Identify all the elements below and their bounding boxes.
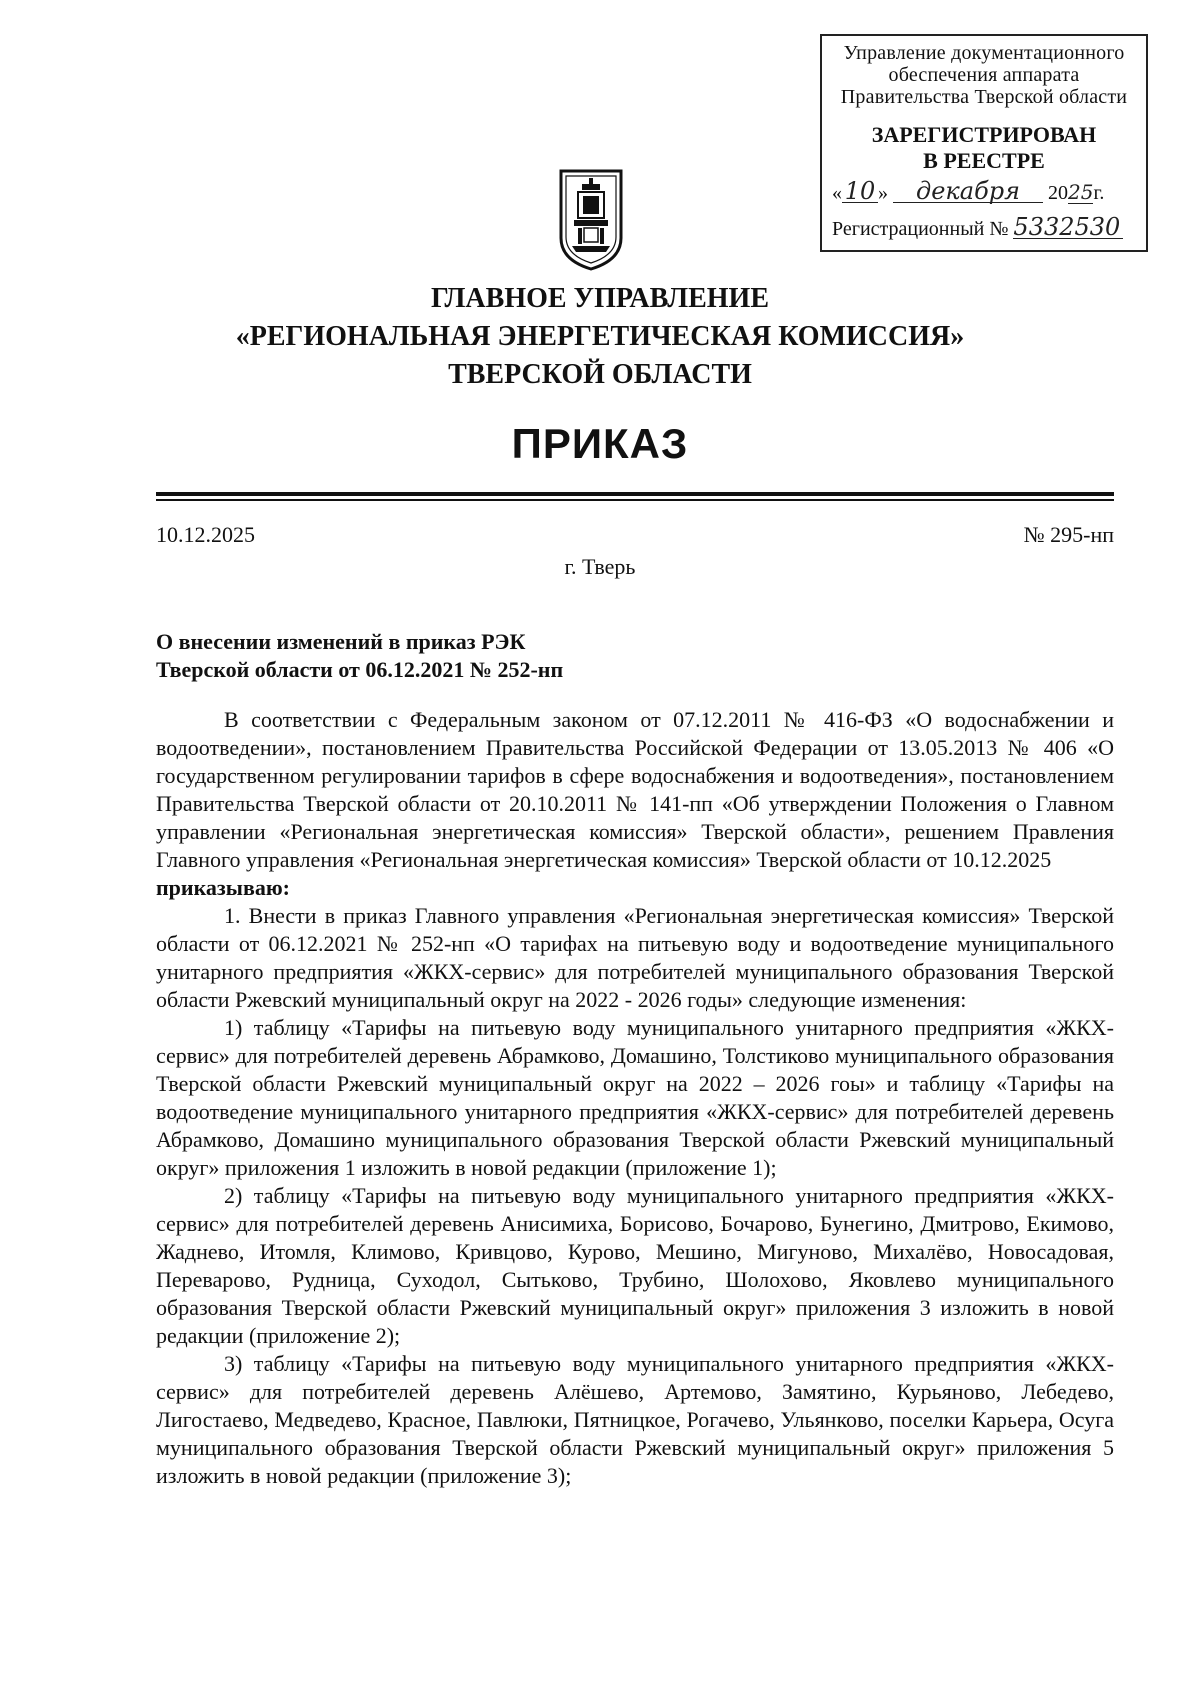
- header-line-3: ТВЕРСКОЙ ОБЛАСТИ: [448, 359, 752, 390]
- doc-body: [156, 706, 1114, 1490]
- doc-title: ПРИКАЗ: [511, 420, 689, 467]
- subject-line-2: Тверской области от 06.12.2021 № 252-нп: [156, 657, 564, 682]
- item-1-paragraph: 1. Внести в приказ Главного управления «Региональная энергетическая комиссия» Тверской области от 06.12.2021 № 252-нп «О тарифах на питьевую воду и водоотведение муниципального унитарного предприятия «ЖКХ-сервис» для потребителей муниципального образования Тверской области Ржевский муниципальный округ на 2022 - 2026 годы» следующие изменения:: [156, 903, 1114, 1012]
- title-rule-thick: [156, 492, 1114, 496]
- stamp-year-unit: г.: [1093, 182, 1105, 204]
- order-word: приказываю:: [156, 875, 290, 900]
- stamp-registered-line-2: В РЕЕСТРЕ: [923, 148, 1045, 173]
- doc-city: г. Тверь: [564, 554, 636, 579]
- header-line-1: ГЛАВНОЕ УПРАВЛЕНИЕ: [430, 283, 770, 314]
- stamp-reg-label: Регистрационный №: [832, 218, 1009, 240]
- stamp-month: декабря: [893, 180, 1043, 203]
- registration-stamp: [820, 34, 1148, 252]
- stamp-day: 10: [842, 180, 878, 203]
- coat-of-arms-icon: [558, 168, 624, 272]
- header-line-2: «РЕГИОНАЛЬНАЯ ЭНЕРГЕТИЧЕСКАЯ КОМИССИЯ»: [235, 321, 965, 352]
- stamp-registered-line-1: ЗАРЕГИСТРИРОВАН: [871, 122, 1097, 147]
- preamble-paragraph: В соответствии с Федеральным законом от 07.12.2011 № 416-ФЗ «О водоснабжении и водоотведении», постановлением Правительства Российской Федерации от 13.05.2013 № 406 «О государственном регулировании тарифов в сфере водоснабжения и водоотведения», постановлением Правительства Тверской области от 20.10.2011 № 141-пп «Об утверждении Положения о Главном управлении «Региональная энергетическая комиссия» Тверской области», решением Правления Главного управления «Региональная энергетическая комиссия» Тверской области от 10.12.2025: [156, 707, 1114, 872]
- stamp-line-2: обеспечения аппарата: [888, 64, 1080, 86]
- sub-item-2-paragraph: 2) таблицу «Тарифы на питьевую воду муниципального унитарного предприятия «ЖКХ-сервис» для потребителей деревень Анисимиха, Борисово, Бочарово, Бунегино, Дмитрово, Екимово, Жаднево, Итомля, Климово, Кривцово, Курово, Мешино, Мигуново, Михалёво, Новосадовая, Переварово, Рудница, Суходол, Сытьково, Трубино, Шолохово, Яковлево муниципального образования Тверской области Ржевский муниципальный округ» приложения 3 изложить в новой редакции (приложение 2);: [156, 1183, 1114, 1348]
- stamp-registered: [822, 122, 1146, 174]
- stamp-line-1: Управление документационного: [843, 42, 1125, 64]
- doc-date: 10.12.2025: [156, 522, 255, 547]
- stamp-year-prefix: 20: [1048, 182, 1068, 204]
- stamp-line-3: Правительства Тверской области: [840, 86, 1128, 108]
- stamp-reg-number-row: [832, 213, 1136, 241]
- subject-line-1: О внесении изменений в приказ РЭК: [156, 629, 526, 654]
- doc-number: № 295-нп: [1023, 522, 1114, 547]
- stamp-reg-number: 5332530: [1013, 216, 1123, 239]
- sub-item-3-paragraph: 3) таблицу «Тарифы на питьевую воду муниципального унитарного предприятия «ЖКХ-сервис» для потребителей деревень Алёшево, Артемово, Замятино, Курьяново, Лебедево, Лигостаево, Медведево, Красное, Павлюки, Пятницкое, Рогачево, Ульянково, поселки Карьера, Осуга муниципального образования Тверской области Ржевский муниципальный округ» приложения 5 изложить в новой редакции (приложение 3);: [156, 1351, 1114, 1488]
- title-rule-thin: [156, 499, 1114, 501]
- sub-item-1-paragraph: 1) таблицу «Тарифы на питьевую воду муниципального унитарного предприятия «ЖКХ-сервис» для потребителей деревень Абрамково, Домашино, Толстиково муниципального образования Тверской области Ржевский муниципальный округ на 2022 – 2026 гоы» и таблицу «Тарифы на водоотведение муниципального унитарного предприятия «ЖКХ-сервис» для потребителей деревень Абрамково, Домашино муниципального образования Тверской области Ржевский муниципальный округ» приложения 1 изложить в новой редакции (приложение 1);: [156, 1015, 1114, 1180]
- stamp-year-suffix: 25: [1068, 180, 1094, 204]
- stamp-date: « 10 » декабря 2025г.: [832, 177, 1105, 205]
- doc-subject: [156, 628, 563, 684]
